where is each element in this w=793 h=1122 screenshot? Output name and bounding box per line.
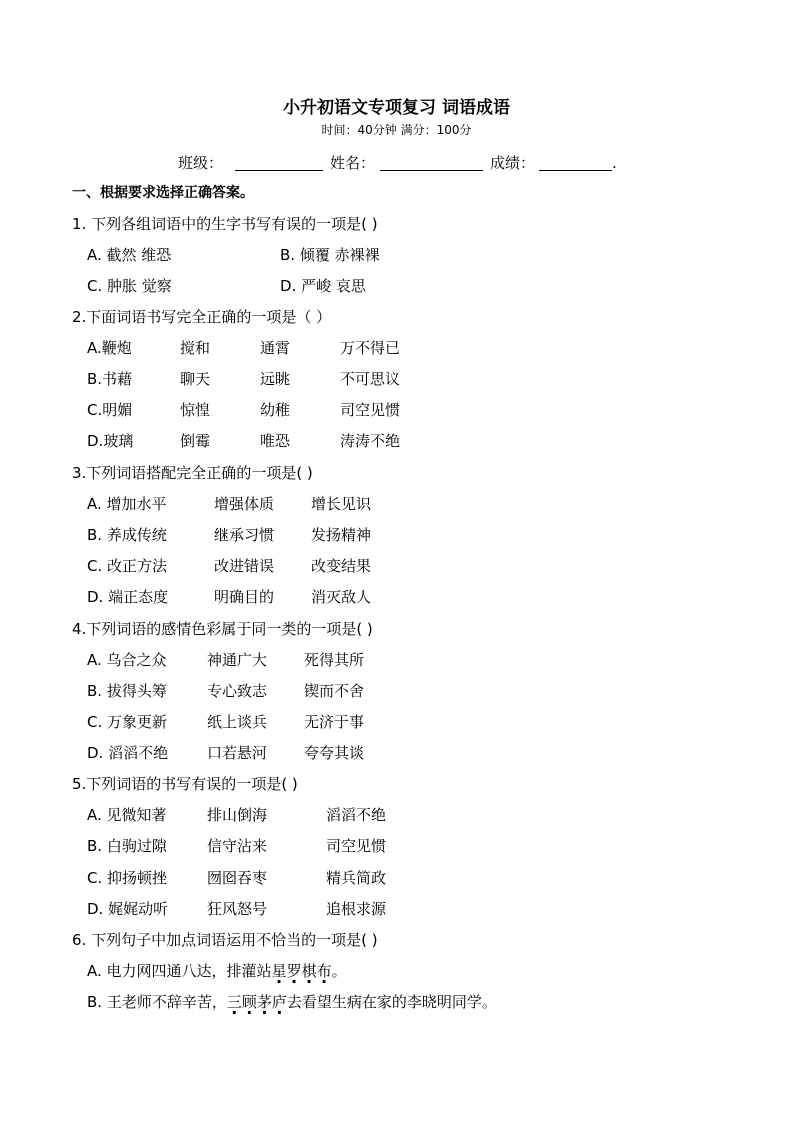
q6-a-text-after: 。 [331,962,347,980]
q3-a-word-1: A. 增加水平 [87,495,167,513]
dotted-char: 布 [316,962,332,980]
q6-b-text-before: B. 王老师不辞辛苦， [87,993,227,1011]
q5-b-word-2: 信守沾来 [207,837,268,855]
q3-a-word-2: 增强体质 [214,495,275,513]
q3-d-word-1: D. 端正态度 [87,588,169,606]
q5-d-word-3: 追根求源 [326,900,387,918]
q5-d-word-1: D. 娓娓动听 [87,900,169,918]
q4-c-word-3: 无济于事 [304,713,365,731]
q4-c-word-2: 纸上谈兵 [207,713,268,731]
q4-a-word-1: A. 乌合之众 [87,651,167,669]
q3-c-word-2: 改进错误 [214,557,275,575]
class-label: 班级： [178,154,224,172]
q5-c-word-3: 精兵简政 [326,869,387,887]
q4-c-word-1: C. 万象更新 [87,713,168,731]
q4-a-word-2: 神通广大 [207,651,268,669]
q2-b-word-3: 远眺 [260,370,291,388]
q3-b-word-1: B. 养成传统 [87,526,167,544]
name-label: 姓名： [330,154,376,172]
page-title: 小升初语文专项复习 词语成语 [283,98,510,118]
q4-d-word-2: 口若悬河 [207,744,268,762]
q4-b-word-1: B. 拔得头筹 [87,682,167,700]
q4-d-word-1: D. 滔滔不绝 [87,744,169,762]
question-3-stem: 3.下列词语搭配完全正确的一项是( ) [72,464,313,482]
question-1-stem: 1. 下列各组词语中的生字书写有误的一项是( ) [72,215,378,233]
q5-a-word-3: 滔滔不绝 [326,806,387,824]
dotted-char: 顾 [241,993,257,1011]
q6-sentence-a [87,960,347,982]
score-blank[interactable] [539,170,612,171]
class-blank[interactable] [235,170,323,171]
q3-d-word-3: 消灭敌人 [311,588,372,606]
q3-b-word-3: 发扬精神 [311,526,372,544]
q3-b-word-2: 继承习惯 [214,526,275,544]
dotted-char: 星 [271,962,287,980]
q2-a-word-1: A.鞭炮 [87,339,132,357]
q3-c-word-1: C. 改正方法 [87,557,168,575]
q2-b-word-4: 不可思议 [340,370,401,388]
q2-a-word-4: 万不得已 [340,339,401,357]
q5-a-word-2: 排山倒海 [207,806,268,824]
q5-b-word-3: 司空见惯 [326,837,387,855]
dotted-char: 罗 [286,962,302,980]
q1-option-b: B. 倾覆 赤裸裸 [280,246,380,264]
q2-c-word-1: C.明媚 [87,401,133,419]
name-blank[interactable] [380,170,483,171]
q2-d-word-3: 唯恐 [260,432,291,450]
q4-b-word-3: 锲而不舍 [304,682,365,700]
question-4-stem: 4.下列词语的感情色彩属于同一类的一项是( ) [72,620,373,638]
dotted-char: 庐 [271,993,287,1011]
q3-d-word-2: 明确目的 [214,588,275,606]
q1-option-c: C. 肿胀 觉察 [87,277,172,295]
question-2-stem: 2.下面词语书写完全正确的一项是（ ） [72,308,332,326]
q2-a-word-3: 通霄 [260,339,291,357]
dotted-char: 三 [226,993,242,1011]
q5-d-word-2: 狂风怒号 [207,900,268,918]
q2-b-word-1: B.书藉 [87,370,133,388]
q6-b-dotted-phrase [227,993,287,1011]
q5-c-word-2: 囫囵吞枣 [207,869,268,887]
q3-a-word-3: 增长见识 [311,495,372,513]
question-5-stem: 5.下列词语的书写有误的一项是( ) [72,775,298,793]
q2-d-word-2: 倒霉 [180,432,211,450]
q3-c-word-3: 改变结果 [311,557,372,575]
q6-a-text-before: A. 电力网四通八达，排灌站 [87,962,272,980]
q4-d-word-3: 夸夸其谈 [304,744,365,762]
q4-b-word-2: 专心致志 [207,682,268,700]
q2-c-word-2: 惊惶 [180,401,211,419]
section-heading: 一、根据要求选择正确答案。 [72,185,254,201]
q2-b-word-2: 聊天 [180,370,211,388]
q5-c-word-1: C. 抑扬顿挫 [87,869,168,887]
q5-b-word-1: B. 白驹过隙 [87,837,167,855]
q2-a-word-2: 搅和 [180,339,211,357]
dotted-char: 茅 [256,993,272,1011]
q2-d-word-4: 涛涛不绝 [340,432,401,450]
question-6-stem: 6. 下列句子中加点词语运用不恰当的一项是( ) [72,931,378,949]
q2-c-word-3: 幼稚 [260,401,291,419]
q6-sentence-b [87,991,497,1013]
q2-c-word-4: 司空见惯 [340,401,401,419]
q2-d-word-1: D.玻璃 [87,432,134,450]
q6-a-dotted-phrase [272,962,332,980]
q4-a-word-3: 死得其所 [304,651,365,669]
q5-a-word-1: A. 见微知著 [87,806,167,824]
q1-option-d: D. 严峻 哀思 [280,277,366,295]
score-label: 成绩： [490,154,536,172]
exam-info: 时间：40分钟 满分：100分 [321,123,472,137]
q6-b-text-after: 去看望生病在家的李晓明同学。 [286,993,497,1011]
end-punct: . [612,154,617,172]
q1-option-a: A. 截然 维恐 [87,246,172,264]
dotted-char: 棋 [301,962,317,980]
